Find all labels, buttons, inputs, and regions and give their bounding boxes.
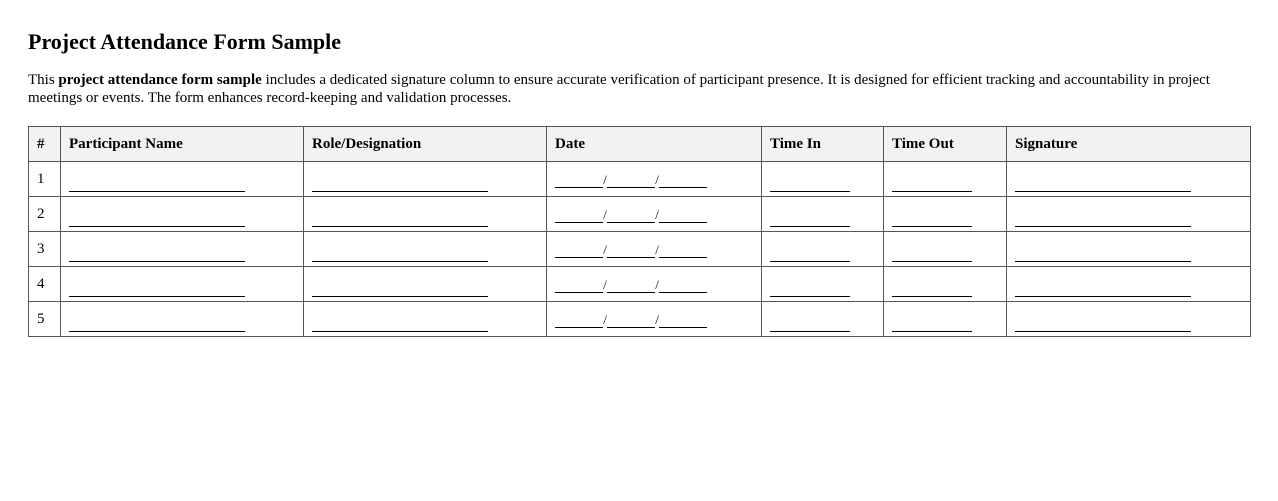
signature-field[interactable] [1007,162,1251,197]
time-out-line [892,282,972,297]
row-number: 2 [29,197,61,232]
role-designation-line [312,247,488,262]
date-separator: / [655,172,659,187]
participant-name-line [69,282,245,297]
row-number: 5 [29,302,61,337]
date-year-line [659,173,707,188]
role-designation-field[interactable] [304,267,547,302]
page-title: Project Attendance Form Sample [28,29,342,54]
time-in-line [770,212,850,227]
signature-field[interactable] [1007,267,1251,302]
date-year-line [659,208,707,223]
signature-field[interactable] [1007,232,1251,267]
participant-name-field[interactable] [61,197,304,232]
date-separator: / [603,312,607,327]
time-out-field[interactable] [884,197,1007,232]
date-field[interactable] [547,267,762,302]
time-out-line [892,247,972,262]
participant-name-field[interactable] [61,302,304,337]
date-year-line [659,313,707,328]
time-out-field[interactable] [884,302,1007,337]
date-month-line [555,313,603,328]
date-day-line [607,208,655,223]
signature-line [1015,247,1191,262]
date-day-line [607,278,655,293]
date-year-line [659,243,707,258]
time-in-field[interactable] [762,232,884,267]
date-separator: / [603,242,607,257]
date-month-line [555,278,603,293]
role-designation-line [312,177,488,192]
table-row [29,232,1251,267]
header-role-designation: Role/Designation [304,127,547,162]
time-in-field[interactable] [762,162,884,197]
role-designation-field[interactable] [304,302,547,337]
description-suffix: includes a dedicated signature column to ensure accurate verification of participant presence. It is designed for efficient tracking and accountability in project meetings or events. The form enhances record-keeping and validation processes. [28,72,1210,106]
date-month-line [555,208,603,223]
date-day-line [607,313,655,328]
date-day-line [607,243,655,258]
role-designation-line [312,317,488,332]
signature-line [1015,282,1191,297]
row-number: 1 [29,162,61,197]
date-day-line [607,173,655,188]
time-out-line [892,212,972,227]
header-time-out: Time Out [884,127,1007,162]
table-row [29,162,1251,197]
date-field[interactable] [547,232,762,267]
date-month-line [555,173,603,188]
signature-line [1015,212,1191,227]
signature-line [1015,317,1191,332]
time-out-line [892,177,972,192]
date-field[interactable] [547,197,762,232]
header-date: Date [547,127,762,162]
table-row [29,302,1251,337]
participant-name-field[interactable] [61,232,304,267]
time-out-field[interactable] [884,267,1007,302]
time-in-field[interactable] [762,197,884,232]
participant-name-field[interactable] [61,267,304,302]
role-designation-line [312,212,488,227]
participant-name-line [69,177,245,192]
date-separator: / [655,207,659,222]
header-participant-name: Participant Name [61,127,304,162]
participant-name-line [69,317,245,332]
participant-name-line [69,212,245,227]
signature-line [1015,177,1191,192]
attendance-table [28,126,1251,337]
date-field[interactable] [547,162,762,197]
time-in-line [770,317,850,332]
header-row [29,127,1251,162]
role-designation-field[interactable] [304,162,547,197]
time-out-line [892,317,972,332]
time-in-line [770,247,850,262]
signature-field[interactable] [1007,302,1251,337]
signature-field[interactable] [1007,197,1251,232]
description-prefix: This [28,72,59,88]
date-separator: / [603,207,607,222]
date-separator: / [655,277,659,292]
date-year-line [659,278,707,293]
participant-name-line [69,247,245,262]
row-number: 3 [29,232,61,267]
date-month-line [555,243,603,258]
role-designation-field[interactable] [304,232,547,267]
date-separator: / [603,277,607,292]
role-designation-line [312,282,488,297]
table-row [29,267,1251,302]
time-in-field[interactable] [762,302,884,337]
date-separator: / [655,242,659,257]
time-in-line [770,282,850,297]
date-separator: / [655,312,659,327]
header-number: # [29,127,61,162]
time-out-field[interactable] [884,232,1007,267]
date-field[interactable] [547,302,762,337]
header-signature: Signature [1007,127,1251,162]
row-number: 4 [29,267,61,302]
role-designation-field[interactable] [304,197,547,232]
time-in-line [770,177,850,192]
participant-name-field[interactable] [61,162,304,197]
date-separator: / [603,172,607,187]
time-out-field[interactable] [884,162,1007,197]
description-paragraph [28,71,1250,107]
description-bold: project attendance form sample [58,72,262,88]
time-in-field[interactable] [762,267,884,302]
header-time-in: Time In [762,127,884,162]
table-row [29,197,1251,232]
